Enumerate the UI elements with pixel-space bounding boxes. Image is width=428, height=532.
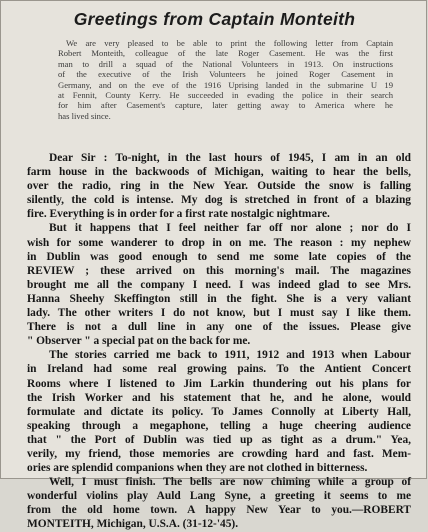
body-line: There is not a dull line in any one of the issues. Please give (27, 321, 411, 334)
intro-line: Germany, and on the eve of the 1916 Uprising landed in the submarine U 19 (58, 79, 393, 90)
body-line: over the radio, ring in the New Year. Outside the snow is falling (27, 180, 411, 193)
body-line: fire. Everything is in order for a first rate nostalgic nightmare. (27, 208, 330, 221)
intro-line: of the executive of the Irish Volunteers he joined Roger Casement in (58, 69, 393, 80)
intro-line: We are very pleased to be able to print the following letter from Captain (66, 38, 393, 48)
body-line: wish for some wanderer to drop in on me. The reason : my nephew (27, 236, 411, 249)
body-line: formulate and dictate its policy. To James Connolly at Liberty Hall, (27, 405, 411, 418)
intro-line: for him after Casement's capture, later getting away to America where he (58, 100, 393, 111)
body-line: lady. The other writers I do not know, but I must say I like them. (27, 307, 411, 320)
body-line: in Dublin was good enough to send me some late copies of the (27, 250, 411, 263)
intro-line: has lived since. (58, 110, 111, 121)
body-line: verily, my friend, those memories are crowding hard and fast. Mem- (27, 447, 411, 460)
body-line: REVIEW ; these arrived on this morning's mail. The magazines (27, 264, 411, 277)
article-title: Greetings from Captain Monteith (73, 9, 356, 29)
body-line: wonderful violins play Auld Lang Syne, a greeting it seems to me (27, 490, 411, 503)
body-line: Dear Sir : To-night, in the last hours of 1945, I am in an old (49, 152, 411, 164)
body-line: from the old home town. A happy New Year to you.—ROBERT (27, 504, 411, 517)
body-line: speaking through a megaphone, telling a huge cheering audience (27, 419, 411, 432)
body-line: farm house in the backwoods of Michigan, waiting to hear the bells, (27, 166, 411, 179)
body-line: in Ireland had some real growing pains. To the Antient Concert (27, 363, 411, 376)
body-line: Rooms where I listened to Jim Larkin thundering out his plans for (27, 377, 411, 390)
body-line: Well, I must finish. The bells are now chiming while a group of (49, 476, 411, 489)
body-line: Hanna Sheehy Skeffington still in the fight. She is a very valiant (27, 292, 411, 305)
body-line: ories are splendid companions when they are not clothed in bitterness. (27, 462, 368, 475)
intro-line: Robert Monteith, colleague of the late Roger Casement. He was the first (58, 48, 393, 59)
body-line: brought me all the company I need. I was indeed glad to see Mrs. (27, 278, 411, 291)
body-line: that " the Port of Dublin was tied up as tight as a drum." Yea, (27, 433, 411, 446)
body-line: The stories carried me back to 1911, 1912 and 1913 when Labour (49, 349, 411, 362)
intro-line: at Fennit, County Kerry. He succeeded in evading the police in their search (58, 90, 393, 101)
intro-line: man to drill a squad of the National Volunteers in 1913. On instructions (58, 58, 393, 69)
intro-paragraph (58, 38, 393, 121)
body-line: silently, the cold is intense. My dog is stretched in front of a blazing (27, 194, 411, 207)
letter-body (27, 151, 411, 532)
body-line: the Irish Worker and his statement that he, and he alone, would (27, 391, 411, 404)
body-line: But it happens that I feel neither far off nor alone ; nor do I (49, 222, 411, 235)
body-line: MONTEITH, Michigan, U.S.A. (31-12-'45). (27, 518, 239, 531)
body-line: " Observer " a special pat on the back for me. (27, 335, 251, 348)
